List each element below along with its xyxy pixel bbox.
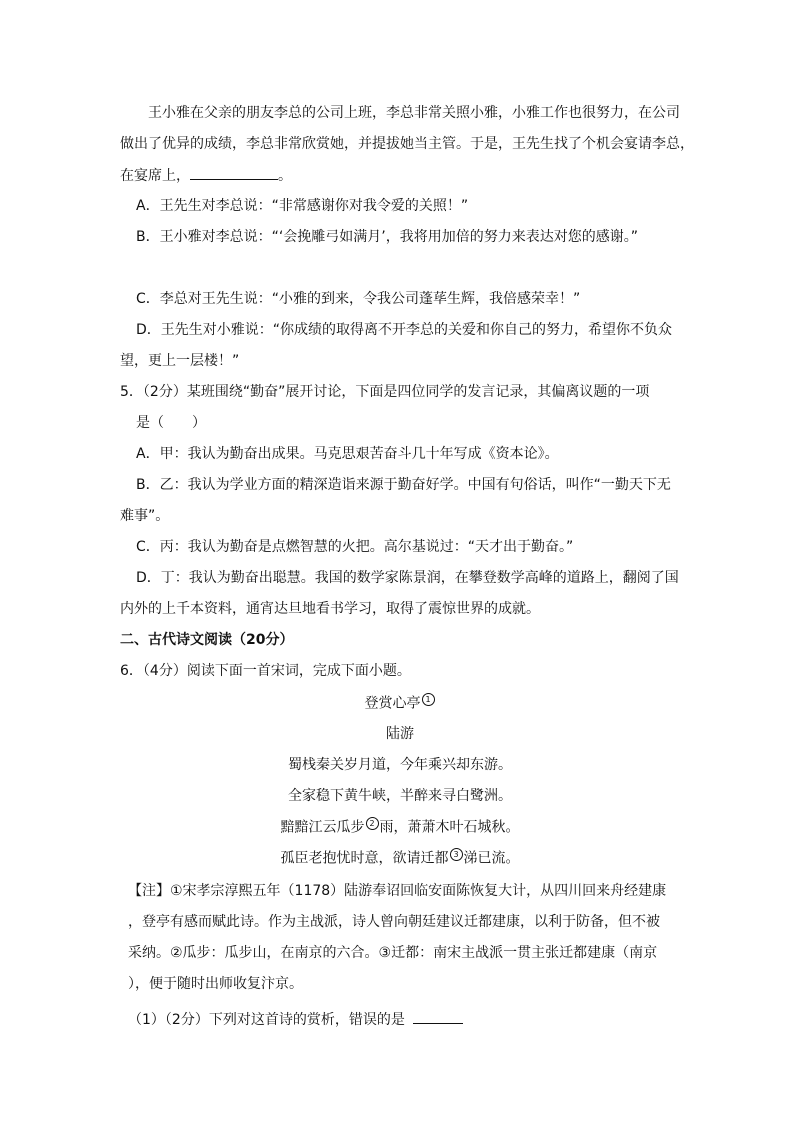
sub-question-1	[128, 1009, 463, 1030]
passage-line-2: 做出了优异的成绩，李总非常欣赏她，并提拔她当主管。于是，王先生找了个机会宴请李总，	[120, 136, 694, 152]
question-5-option-d-line-1: D．丁：我认为勤奋出聪慧。我国的数学家陈景润，在攀登数学高峰的道路上，翻阅了国	[136, 570, 679, 586]
poem-line-1: 蜀栈秦关岁月道，今年乘兴却东游。	[288, 757, 512, 773]
answer-blank	[190, 165, 278, 180]
passage-line-1: 王小雅在父亲的朋友李总的公司上班，李总非常关照小雅，小雅工作也很努力，在公司	[148, 105, 680, 121]
question-5-stem-1: 5．（2分）某班围绕“勤奋”展开讨论，下面是四位同学的发言记录，其偏离议题的一项	[120, 384, 650, 400]
note-line-2: ，登亭有感而赋此诗。作为主战派，诗人曾向朝廷建议迁都建康，以利于防备，但不被	[128, 914, 660, 930]
poem-author: 陆游	[386, 726, 414, 742]
note-mark-1: 1	[422, 693, 435, 706]
option-b: B．王小雅对李总说：“‘会挽雕弓如满月’，我将用加倍的努力来表达对您的感谢。”	[136, 229, 639, 245]
passage-line-3-end: 。	[278, 168, 292, 184]
poem-line-3	[120, 817, 680, 838]
section-heading: 二、古代诗文阅读（20分）	[120, 632, 294, 648]
sub-question-1-blank	[413, 1009, 463, 1024]
option-a: A．王先生对李总说：“非常感谢你对我令爱的关照！”	[136, 198, 469, 214]
passage-line-3-text: 在宴席上，	[120, 168, 190, 184]
option-d-line-2: 望，更上一层楼！”	[120, 353, 240, 369]
poem-line-4-a: 孤臣老抱忧时意，欲请迁都	[280, 850, 449, 867]
poem-title-text: 登赏心亭	[364, 695, 421, 712]
question-6-stem: 6．（4分）阅读下面一首宋词，完成下面小题。	[120, 663, 411, 679]
question-5-option-c: C．丙：我认为勤奋是点燃智慧的火把。高尔基说过：“天才出于勤奋。”	[136, 539, 574, 555]
note-line-4: ），便于随时出师收复汴京。	[128, 976, 303, 992]
note-line-3: 采纳。②瓜步：瓜步山，在南京的六合。③迁都：南宋主战派一贯主张迁都建康（南京	[128, 945, 658, 961]
question-5-stem-2: 是（ ）	[136, 415, 206, 431]
question-5-option-b-line-2: 难事”。	[120, 508, 170, 524]
poem-line-4-b: 涕已流。	[463, 850, 520, 867]
poem-line-3-a: 黯黯江云瓜步	[280, 819, 365, 836]
passage-line-3	[120, 165, 292, 186]
poem-line-3-b: 雨，萧萧木叶石城秋。	[379, 819, 520, 836]
question-5-option-d-line-2: 内外的上千本资料，通宵达旦地看书学习，取得了震惊世界的成就。	[120, 601, 540, 617]
note-mark-3: 3	[450, 848, 463, 861]
sub-question-1-text: （1）（2分）下列对这首诗的赏析，错误的是	[128, 1012, 405, 1028]
question-5-option-a: A．甲：我认为勤奋出成果。马克思艰苦奋斗几十年写成《资本论》。	[136, 446, 559, 462]
note-line-1: 【注】①宋孝宗淳熙五年（1178）陆游奉诏回临安面陈恢复大计，从四川回来舟经建康	[128, 883, 667, 899]
option-c: C．李总对王先生说：“小雅的到来，令我公司蓬荜生辉，我倍感荣幸！”	[136, 291, 581, 307]
option-d-line-1: D．王先生对小雅说：“你成绩的取得离不开李总的关爱和你自己的努力，希望你不负众	[136, 322, 673, 338]
poem-title	[120, 693, 680, 714]
question-5-option-b-line-1: B．乙：我认为学业方面的精深造诣来源于勤奋好学。中国有句俗话，叫作“一勤天下无	[136, 477, 671, 493]
note-mark-2: 2	[366, 817, 379, 830]
poem-line-2: 全家稳下黄牛峡，半醉来寻白鹭洲。	[288, 788, 512, 804]
poem-line-4	[120, 848, 680, 869]
